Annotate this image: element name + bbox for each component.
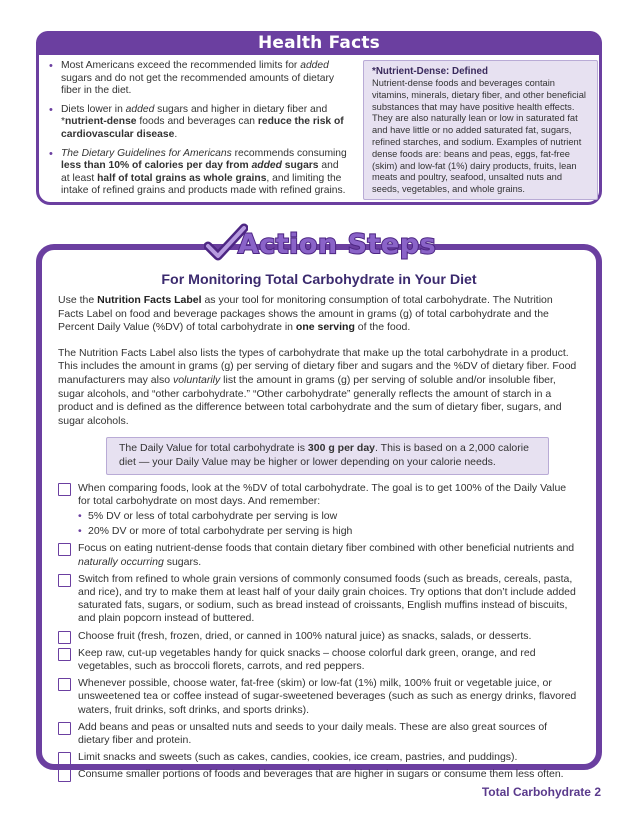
- intro-paragraph: Use the Nutrition Facts Label as your tool for monitoring consumption of total carbohydrate. The Nutrition Facts Label on food and beverage packages shows the amount in grams (g) of total carbohydrate and the Percent Daily Value (%DV) of total carbohydrate in one serving of the food.: [58, 294, 553, 334]
- checkbox[interactable]: [58, 483, 71, 496]
- checklist-item: Focus on eating nutrient-dense foods that contain dietary fiber combined with other beneficial nutrients and naturally occurring sugars.: [58, 542, 580, 568]
- checklist-item: Switch from refined to whole grain versions of commonly consumed foods (such as breads, cereals, pasta, and rice), and try to make them at least half of your daily grain choices. Try options that don’t include added saturated fats, sugars, or sodium, such as bread instead of croissants, English muffins instead of biscuits, and plain popcorn instead of buttered.: [58, 573, 580, 626]
- health-facts-header: [36, 31, 602, 55]
- sidebar-title: *Nutrient-Dense: Defined: [372, 66, 488, 77]
- checkbox[interactable]: [58, 752, 71, 765]
- bullet-icon: •: [49, 60, 53, 72]
- sidebar-body: Nutrient-dense foods and beverages contain vitamins, minerals, dietary fiber, and other beneficial substances that may have positive health effects. They are also naturally lean or low in saturated fat and have little or no added saturated fat, sugars, refined starches, and sodium. Examples of nutrient dense foods are: beans and peas, eggs, fat-free (skim) and low-fat (1%) dairy products, fruits, lean meats and poultry, seafood, unsalted nuts and seeds, vegetables, and whole grains.: [372, 78, 586, 195]
- sub-list-item: • 5% DV or less of total carbohydrate per serving is low: [78, 509, 338, 522]
- checklist-item: When comparing foods, look at the %DV of total carbohydrate. The goal is to get 100% of the Daily Value for total carbohydrate on most days. And remember: • 5% DV or less of total carbohydrate per serving is low • 20% DV or more of total carbohydrate per serving is high: [58, 482, 580, 539]
- bullet-icon: •: [49, 147, 53, 160]
- checklist-item: Consume smaller portions of foods and beverages that are higher in sugars or consume them less often.: [58, 768, 580, 781]
- checkbox[interactable]: [58, 769, 71, 782]
- health-facts-list: [49, 60, 349, 204]
- action-steps-panel: [36, 244, 602, 781]
- action-steps-subtitle: For Monitoring Total Carbohydrate in Your Diet: [161, 272, 477, 288]
- checklist-item: Limit snacks and sweets (such as cakes, candies, cookies, ice cream, pastries, and puddings).: [58, 751, 580, 764]
- checkbox[interactable]: [58, 631, 71, 644]
- checklist-item: Keep raw, cut-up vegetables handy for quick snacks – choose colorful dark green, orange, and red vegetables, such as broccoli florets, carrots, and red peppers.: [58, 647, 580, 673]
- label-details-paragraph: The Nutrition Facts Label also lists the types of carbohydrate that make up the total carbohydrate in a product. This includes the amount in grams (g) per serving of dietary fiber and sugars and the %DV of dietary fiber. Food manufacturers may also voluntarily list the amount in grams (g) per serving of soluble and/or insoluble fiber, sugar alcohols, and “other carbohydrate.” “Other carbohydrate” generally reflects the amount of starch in a product and is defined as the difference between total carbohydrate and the sum of dietary fiber, sugars, and sugar alcohols.: [58, 346, 577, 427]
- checklist-item: Choose fruit (fresh, frozen, dried, or canned in 100% natural juice) as snacks, salads, or desserts.: [58, 630, 580, 643]
- bullet-icon: •: [78, 509, 82, 522]
- action-steps-banner: [204, 222, 440, 266]
- checkbox[interactable]: [58, 722, 71, 735]
- checklist-item: Add beans and peas or unsalted nuts and seeds to your daily meals. These are also great sources of dietary fiber and protein.: [58, 721, 580, 747]
- page-number: 2: [594, 785, 601, 799]
- health-facts-title: Health Facts: [257, 33, 380, 53]
- bullet-icon: •: [49, 103, 53, 116]
- list-item: • Diets lower in added sugars and higher in dietary fiber and *nutrient-dense foods and beverages can reduce the risk of cardiovascular disease.: [49, 103, 344, 140]
- daily-value-callout: The Daily Value for total carbohydrate is 300 g per day. This is based on a 2,000 calorie diet — your Daily Value may be higher or lower depending on your calorie needs.: [106, 437, 549, 474]
- health-facts-panel: [36, 31, 602, 205]
- action-steps-title: Action Steps: [237, 229, 437, 260]
- checkbox[interactable]: [58, 543, 71, 556]
- checkbox[interactable]: [58, 678, 71, 691]
- nutrient-dense-sidebar: [363, 60, 598, 200]
- list-item: • Most Americans exceed the recommended limits for added sugars and do not get the recommended amounts of dietary fiber in the diet.: [49, 60, 335, 97]
- action-steps-content: [58, 294, 580, 786]
- sub-list-item: • 20% DV or more of total carbohydrate per serving is high: [78, 525, 353, 538]
- action-checklist: [58, 482, 580, 782]
- bullet-icon: •: [78, 525, 82, 538]
- checkbox[interactable]: [58, 648, 71, 661]
- checklist-item: Whenever possible, choose water, fat-free (skim) or low-fat (1%) milk, 100% fruit or vegetable juice, or unsweetened tea or coffee instead of sugar-sweetened beverages (such as such as energy drinks, flavored waters, fruit drinks, soft drinks, and sports drinks).: [58, 677, 580, 717]
- page-footer: [482, 785, 601, 799]
- footer-label: Total Carbohydrate: [481, 785, 591, 799]
- list-item: • The Dietary Guidelines for Americans recommends consuming less than 10% of calories per day from added sugars and at least half of total grains as whole grains, and limiting the intake of refined grains and products made with refined grains.: [49, 147, 347, 197]
- checkbox[interactable]: [58, 574, 71, 587]
